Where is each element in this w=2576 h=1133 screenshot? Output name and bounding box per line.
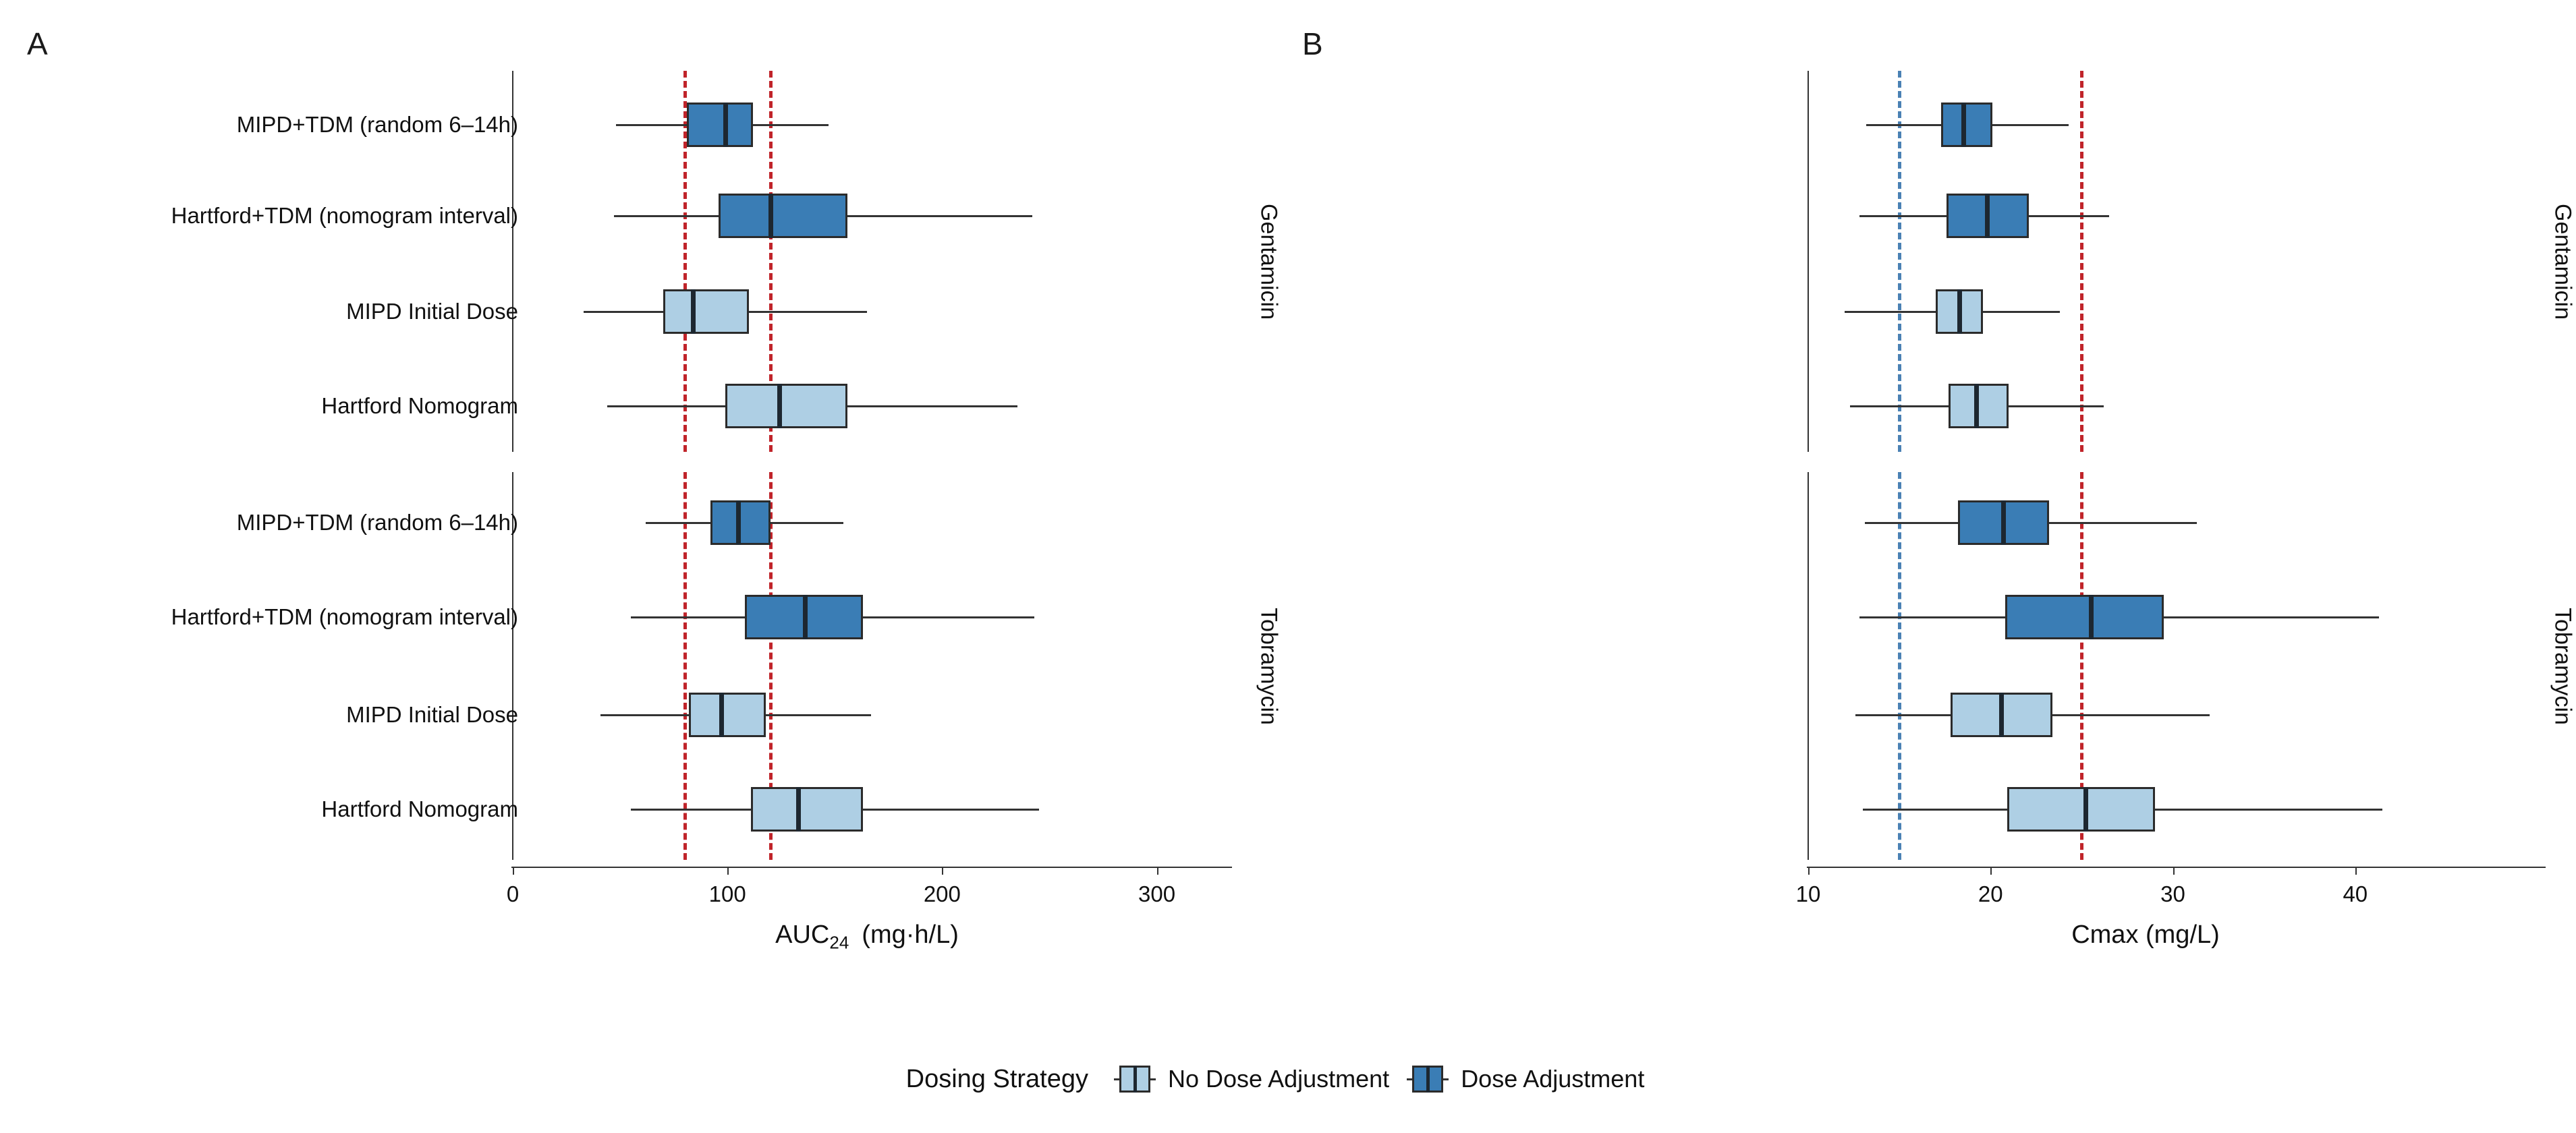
boxplot-box [1949, 384, 2009, 428]
x-axis-tick [1990, 867, 1992, 875]
x-axis-tick-label: 0 [506, 881, 520, 906]
y-axis-category-label: MIPD Initial Dose [346, 299, 518, 324]
y-axis-category-label: MIPD+TDM (random 6–14h) [236, 112, 518, 137]
reference-line [1898, 472, 1901, 860]
reference-line [683, 472, 687, 860]
legend-item-no-dose-adjustment [1114, 1062, 1389, 1097]
x-axis-tick-label: 200 [923, 881, 961, 906]
x-axis-tick [727, 867, 729, 875]
boxplot-median [1999, 693, 2004, 737]
boxplot-median [736, 500, 741, 545]
boxplot-box [751, 787, 862, 832]
boxplot-median [719, 693, 724, 737]
boxplot-median [1961, 103, 1966, 147]
boxplot-median [768, 194, 773, 238]
boxplot-median [2083, 787, 2088, 832]
facet-strip-label: Gentamicin [2550, 203, 2576, 320]
y-axis-category-label: MIPD Initial Dose [346, 702, 518, 727]
boxplot-box [663, 289, 749, 334]
boxplot-median [777, 384, 782, 428]
panel-a [0, 0, 1282, 1012]
boxplot-median [803, 595, 808, 639]
x-axis-tick [2355, 867, 2357, 875]
legend-title: Dosing Strategy [905, 1064, 1089, 1093]
x-axis-tick [1157, 867, 1158, 875]
boxplot-box [2007, 787, 2155, 832]
x-axis-line [1807, 867, 2546, 868]
boxplot-median [2089, 595, 2094, 639]
boxplot-box [725, 384, 847, 428]
facet-strip-label: Tobramycin [2550, 607, 2576, 725]
reference-line [2080, 71, 2083, 452]
x-axis-title: $AUC_{24}$ (mg·h/L) [775, 921, 959, 953]
x-axis-tick-label: 100 [708, 881, 746, 906]
boxplot-median [1985, 194, 1990, 238]
boxplot-median [2001, 500, 2006, 545]
x-axis-tick-label: 30 [2160, 881, 2185, 906]
x-axis-tick [2173, 867, 2175, 875]
boxplot-median [691, 289, 696, 334]
x-axis-tick [942, 867, 943, 875]
legend-key-box-icon [1114, 1062, 1156, 1097]
boxplot-box [687, 103, 754, 147]
legend-item-dose-adjustment [1407, 1062, 1644, 1097]
x-axis-tick-label: 10 [1795, 881, 1821, 906]
y-axis-category-label: Hartford+TDM (nomogram interval) [171, 604, 518, 629]
y-axis-category-label: MIPD+TDM (random 6–14h) [236, 510, 518, 535]
y-axis-category-label: Hartford+TDM (nomogram interval) [171, 203, 518, 228]
y-axis-category-label: Hartford Nomogram [321, 393, 518, 418]
boxplot-median [796, 787, 801, 832]
x-axis-tick-label: 40 [2343, 881, 2368, 906]
boxplot-box [719, 194, 847, 238]
boxplot-box [689, 693, 766, 737]
x-axis-tick [513, 867, 514, 875]
boxplot-median [1957, 289, 1962, 334]
boxplot-median [1974, 384, 1979, 428]
legend-key-box-icon [1407, 1062, 1449, 1097]
legend-label: Dose Adjustment [1461, 1065, 1645, 1093]
x-axis-line [511, 867, 1232, 868]
facet-left-spine [1808, 472, 1809, 860]
x-axis-tick [1808, 867, 1810, 875]
x-axis-tick-label: 300 [1138, 881, 1176, 906]
y-axis-category-label: Hartford Nomogram [321, 796, 518, 821]
x-axis-title: Cmax (mg/L) [2071, 921, 2220, 949]
reference-line [1898, 71, 1901, 452]
panel-a-letter: A [27, 26, 48, 61]
facet-strip-label: Tobramycin [1256, 607, 1282, 725]
x-axis-tick-label: 20 [1978, 881, 2003, 906]
legend [0, 1039, 2550, 1120]
boxplot-box [2005, 595, 2164, 639]
facet-strip-label: Gentamicin [1256, 203, 1282, 320]
facet-left-spine [1808, 71, 1809, 452]
legend-label: No Dose Adjustment [1168, 1065, 1390, 1093]
boxplot-median [723, 103, 728, 147]
panel-b-letter: B [1302, 26, 1323, 61]
boxplot-box [1941, 103, 1992, 147]
